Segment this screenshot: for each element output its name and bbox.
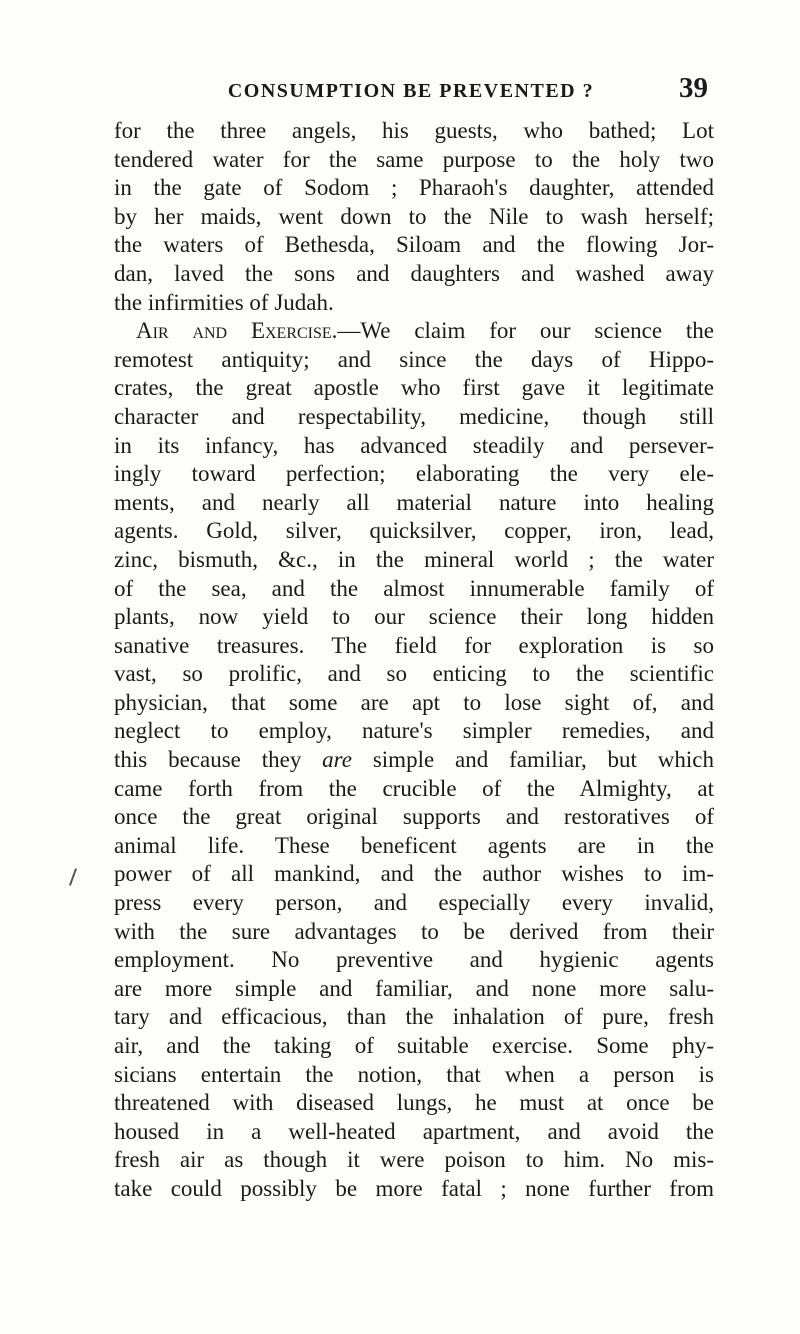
body-text [114,117,714,1204]
text-line: ments, and nearly all material nature into healing [114,489,714,515]
text-line: animal life. These beneficent agents are in the [114,832,714,858]
text-line: fresh air as though it were poison to him. No mis- [114,1147,714,1173]
text-line: power of all mankind, and the author wishes to im- [114,861,714,887]
text-line: dan, laved the sons and daughters and washed away [114,260,714,286]
page-number: 39 [679,72,708,104]
text-line: press every person, and especially every invalid, [114,890,714,916]
text-line: for the three angels, his guests, who bathed; Lot [114,118,714,143]
text-line: of the sea, and the almost innumerable family of [114,575,714,601]
text-line: sicians entertain the notion, that when a person is [114,1061,714,1087]
text-line: plants, now yield to our science their long hidden [114,604,714,630]
running-title: CONSUMPTION BE PREVENTED ? [227,80,595,102]
text-line: came forth from the crucible of the Almighty, at [114,775,714,801]
section-line-text: —We claim for our science the [337,318,714,344]
text-line: employment. No preventive and hygienic agents [114,947,714,973]
text-line: with the sure advantages to be derived from their [114,918,714,944]
running-head [114,72,708,108]
text-line: housed in a well-heated apartment, and avoid the [114,1118,714,1144]
text-line: neglect to employ, nature's simpler remedies, and [114,718,714,744]
text-line: ingly toward perfection; elaborating the very ele- [114,461,714,487]
text-line: threatened with diseased lungs, he must at once be [114,1090,714,1116]
text-line: tary and efficacious, than the inhalation of pure, fresh [114,1004,714,1030]
text-line: agents. Gold, silver, quicksilver, copper, iron, lead, [114,518,714,544]
section-first-line [114,317,714,346]
text-fragment: this because they [114,747,323,773]
text-line: remotest antiquity; and since the days of Hippo- [114,346,714,372]
italic-word: are [322,747,352,773]
text-line: crates, the great apostle who first gave it legitimate [114,375,714,401]
margin-mark [69,868,77,886]
text-fragment: simple and familiar, but which [351,747,714,773]
text-line: once the great original supports and restoratives of [114,804,714,830]
text-line: in its infancy, has advanced steadily and persever- [114,432,714,458]
text-line: air, and the taking of suitable exercise. Some phy- [114,1033,714,1058]
text-line: by her maids, went down to the Nile to wash herself; [114,203,714,229]
text-line: take could possibly be more fatal ; none further from [114,1175,714,1201]
text-line: sanative treasures. The field for exploration is so [114,632,714,658]
section-heading: Air and Exercise. [136,318,338,344]
text-line: are more simple and familiar, and none more salu- [114,975,714,1001]
text-line: tendered water for the same purpose to the holy two [114,146,714,172]
text-line: physician, that some are apt to lose sight of, and [114,689,714,715]
text-line: vast, so prolific, and so enticing to the scientific [114,661,714,687]
text-line: the waters of Bethesda, Siloam and the flowing Jor- [114,232,714,258]
text-line: the infirmities of Judah. [114,289,334,315]
text-line-with-italic [114,746,714,775]
text-line: character and respectability, medicine, though still [114,403,714,429]
text-line: zinc, bismuth, &c., in the mineral world ; the water [114,546,714,572]
text-line: in the gate of Sodom ; Pharaoh's daughter, attended [114,175,714,201]
